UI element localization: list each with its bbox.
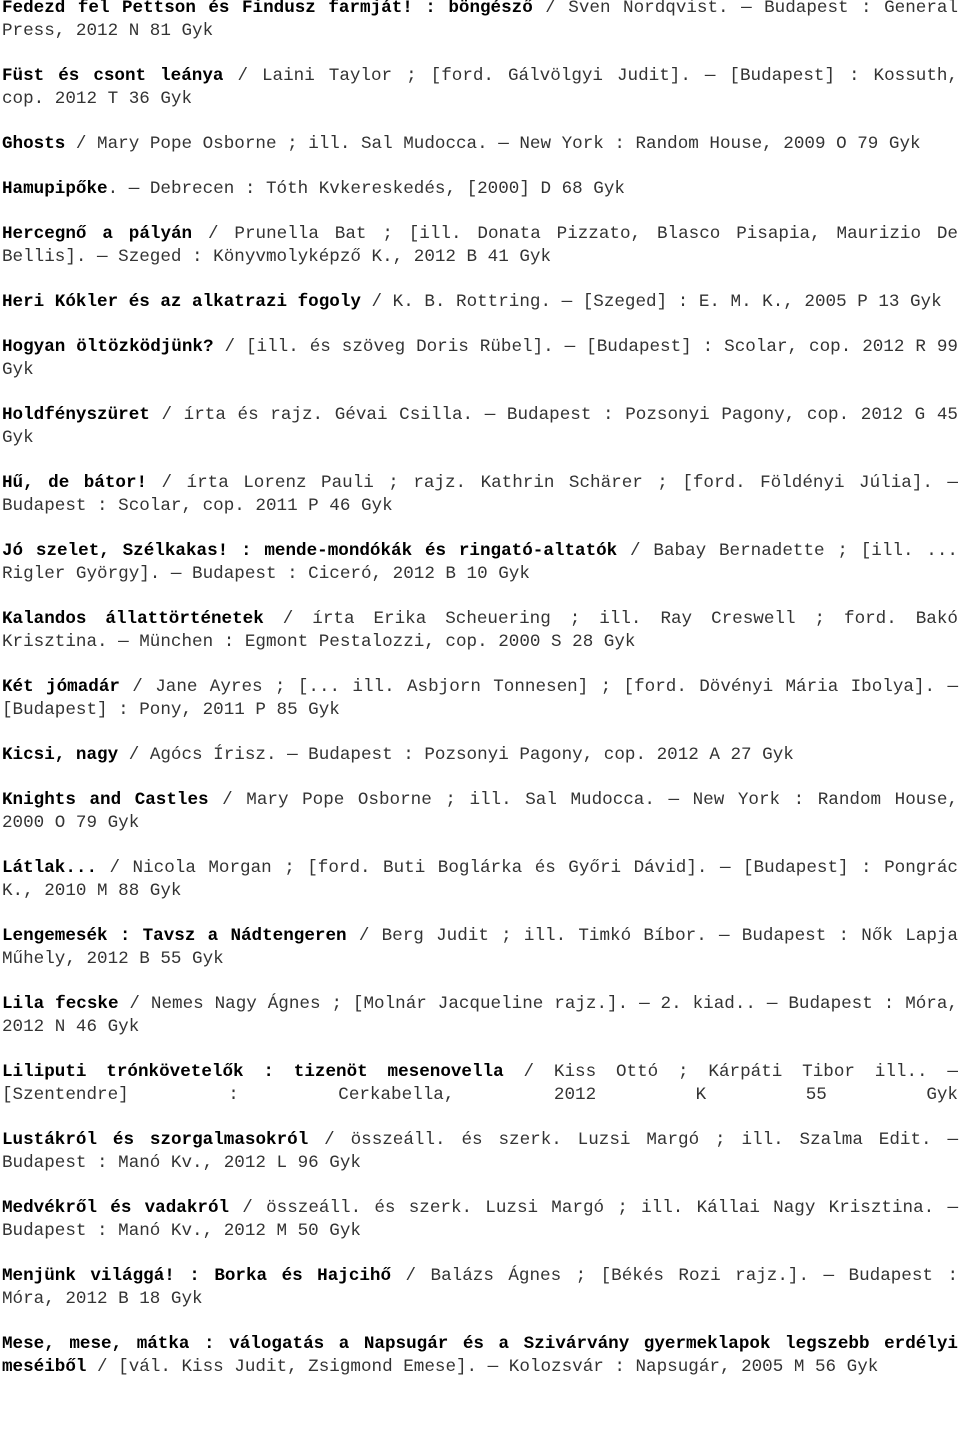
entry-details: / Kiss Ottó ; Kárpáti Tibor ill.. — [Szentendre] : Cerkabella, 2012 K 55 Gyk — [2, 1062, 958, 1105]
entry-title: Liliputi trónkövetelők : tizenöt mesenovella — [2, 1062, 504, 1082]
entry-title: Fedezd fel Pettson és Findusz farmját! : böngésző — [2, 0, 533, 18]
entry-details: / írta Erika Scheuering ; ill. Ray Creswell ; ford. Bakó Krisztina. — München : Egmont Pestalozzi, cop. 2000 S 28 Gyk — [2, 609, 958, 652]
entry-details: / Nemes Nagy Ágnes ; [Molnár Jacqueline rajz.]. — 2. kiad.. — Budapest : Móra, 2012 N 46 Gyk — [2, 994, 958, 1037]
entry-details: / K. B. Rottring. — [Szeged] : E. M. K., 2005 P 13 Gyk — [360, 292, 942, 312]
entry-details: / Berg Judit ; ill. Timkó Bíbor. — Budapest : Nők Lapja Műhely, 2012 B 55 Gyk — [2, 926, 958, 969]
catalog-entry — [2, 857, 958, 903]
entry-title: Jó szelet, Szélkakas! : mende-mondókák és ringató-altatók — [2, 541, 618, 561]
entry-title: Lila fecske — [2, 994, 119, 1014]
entry-details: / Babay Bernadette ; [ill. ... Rigler György]. — Budapest : Ciceró, 2012 B 10 Gyk — [2, 541, 958, 584]
catalog-entry — [2, 1129, 958, 1175]
entry-details: / Mary Pope Osborne ; ill. Sal Mudocca. — New York : Random House, 2009 O 79 Gyk — [65, 134, 921, 154]
entry-details: / Prunella Bat ; [ill. Donata Pizzato, Blasco Pisapia, Maurizio De Bellis]. — Szeged : Könyvmolyképző K., 2012 B 41 Gyk — [2, 224, 958, 267]
entry-title: Kalandos állattörténetek — [2, 609, 264, 629]
catalog-list — [2, 0, 958, 1401]
entry-details: / Mary Pope Osborne ; ill. Sal Mudocca. — New York : Random House, 2000 O 79 Gyk — [2, 790, 958, 833]
entry-title: Füst és csont leánya — [2, 66, 224, 86]
catalog-entry — [2, 291, 958, 314]
catalog-entry — [2, 65, 958, 111]
entry-title: Holdfényszüret — [2, 405, 150, 425]
entry-title: Két jómadár — [2, 677, 120, 697]
entry-details: / Agócs Írisz. — Budapest : Pozsonyi Pagony, cop. 2012 A 27 Gyk — [118, 745, 794, 765]
entry-title: Lengemesék : Tavsz a Nádtengeren — [2, 926, 347, 946]
catalog-entry — [2, 1333, 958, 1379]
entry-details: / [vál. Kiss Judit, Zsigmond Emese]. — Kolozsvár : Napsugár, 2005 M 56 Gyk — [86, 1357, 879, 1377]
entry-title: Látlak... — [2, 858, 98, 878]
catalog-entry — [2, 0, 958, 43]
catalog-entry — [2, 472, 958, 518]
catalog-entry — [2, 133, 958, 156]
catalog-entry — [2, 608, 958, 654]
entry-title: Knights and Castles — [2, 790, 209, 810]
entry-details: / írta és rajz. Gévai Csilla. — Budapest : Pozsonyi Pagony, cop. 2012 G 45 Gyk — [2, 405, 958, 448]
catalog-entry — [2, 993, 958, 1039]
catalog-entry — [2, 404, 958, 450]
catalog-entry — [2, 540, 958, 586]
entry-title: Hű, de bátor! — [2, 473, 148, 493]
catalog-entry — [2, 1265, 958, 1311]
entry-details: / [ill. és szöveg Doris Rübel]. — [Budapest] : Scolar, cop. 2012 R 99 Gyk — [2, 337, 958, 380]
entry-details: / írta Lorenz Pauli ; rajz. Kathrin Schärer ; [ford. Földényi Júlia]. — Budapest : Scolar, cop. 2011 P 46 Gyk — [2, 473, 958, 516]
catalog-entry — [2, 789, 958, 835]
entry-details: / Sven Nordqvist. — Budapest : General Press, 2012 N 81 Gyk — [2, 0, 959, 41]
catalog-entry — [2, 744, 958, 767]
entry-title: Hamupipőke — [2, 179, 108, 199]
entry-details: / Jane Ayres ; [... ill. Asbjorn Tonnesen] ; [ford. Dövényi Mária Ibolya]. — [Budapest] : Pony, 2011 P 85 Gyk — [2, 677, 958, 720]
entry-details: / Laini Taylor ; [ford. Gálvölgyi Judit]. — [Budapest] : Kossuth, cop. 2012 T 36 Gyk — [2, 66, 958, 109]
entry-details: / Balázs Ágnes ; [Békés Rozi rajz.]. — Budapest : Móra, 2012 B 18 Gyk — [2, 1266, 959, 1309]
entry-title: Mese, mese, mátka : válogatás a Napsugár és a Szivárvány gyermeklapok legszebb erdélyi meséiből — [2, 1334, 958, 1377]
catalog-entry — [2, 925, 958, 971]
catalog-entry — [2, 1061, 958, 1107]
entry-details: . — Debrecen : Tóth Kvkereskedés, [2000] D 68 Gyk — [107, 179, 625, 199]
entry-details: / Nicola Morgan ; [ford. Buti Boglárka és Győri Dávid]. — [Budapest] : Pongrác K., 2010 M 88 Gyk — [2, 858, 958, 901]
entry-title: Ghosts — [2, 134, 66, 154]
entry-title: Medvékről és vadakról — [2, 1198, 230, 1218]
catalog-entry — [2, 223, 958, 269]
catalog-entry — [2, 1197, 958, 1243]
entry-details: / összeáll. és szerk. Luzsi Margó ; ill. Kállai Nagy Krisztina. — Budapest : Manó Kv., 2012 M 50 Gyk — [2, 1198, 959, 1241]
entry-title: Kicsi, nagy — [2, 745, 119, 765]
entry-details: / összeáll. és szerk. Luzsi Margó ; ill. Szalma Edit. — Budapest : Manó Kv., 2012 L 96 Gyk — [2, 1130, 959, 1173]
entry-title: Hercegnő a pályán — [2, 224, 193, 244]
entry-title: Menjünk világgá! : Borka és Hajcihő — [2, 1266, 392, 1286]
catalog-entry — [2, 178, 958, 201]
entry-title: Heri Kókler és az alkatrazi fogoly — [2, 292, 361, 312]
catalog-entry — [2, 676, 958, 722]
entry-title: Lustákról és szorgalmasokról — [2, 1130, 309, 1150]
catalog-entry — [2, 336, 958, 382]
entry-title: Hogyan öltözködjünk? — [2, 337, 214, 357]
